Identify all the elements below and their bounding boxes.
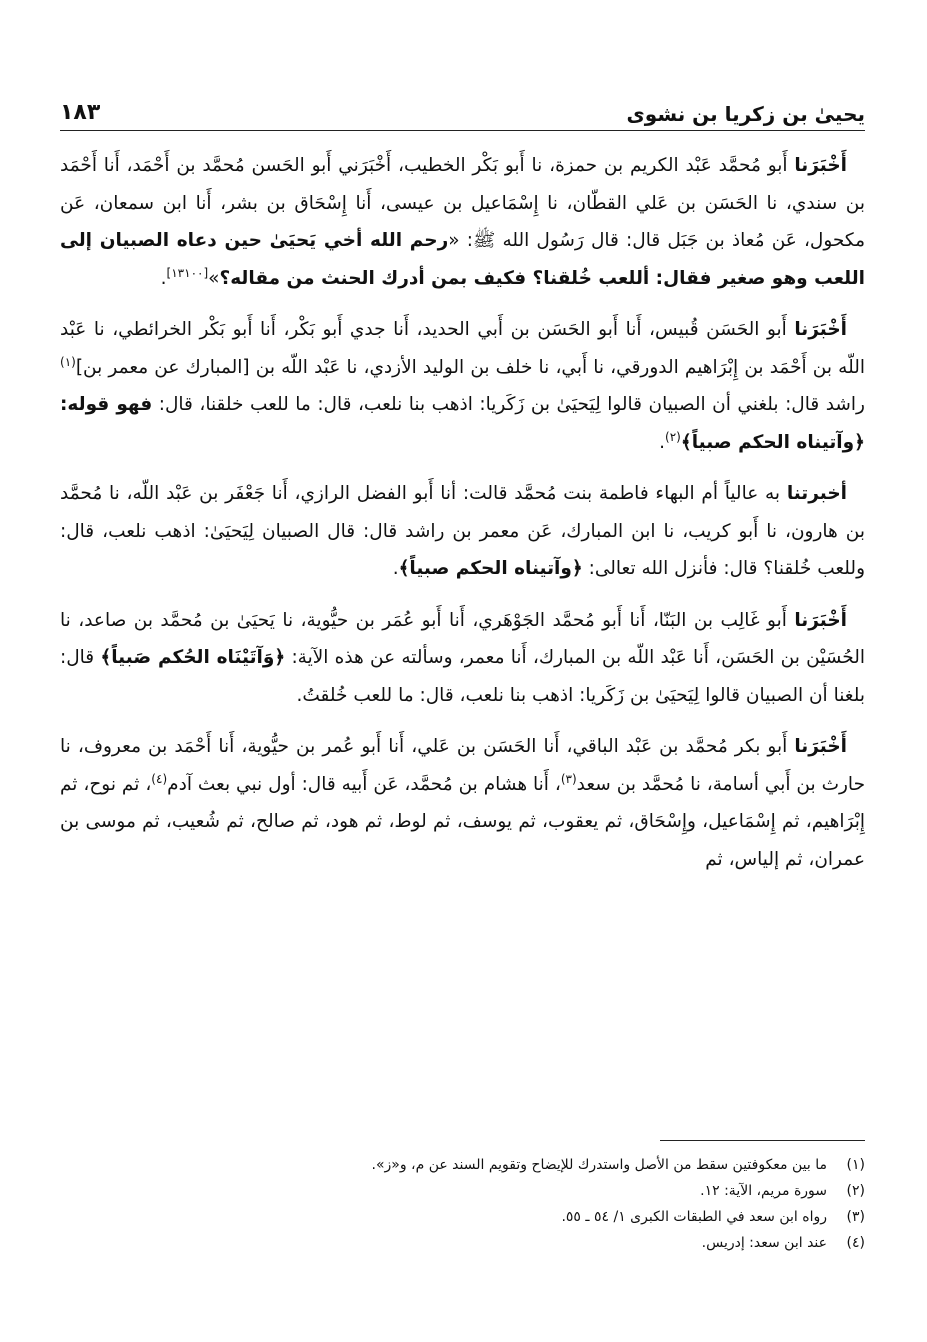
text-run: .	[659, 431, 666, 453]
paragraph-lead-word: أَخْبَرَنا	[794, 609, 847, 631]
text-run: أَبو مُحمَّد عَبْد الكريم بن حمزة، نا أَبو بَكْر الخطيب، أَخْبَرَني أَبو الحَسن مُحمَّد بن أَحْمَد، أَنا أَحْمَد بن سندي، نا الحَسَن بن عَلي القطّان، نا إِسْمَاعيل بن عيسى، أَنا إِسْحَاق بن بشر، أَنا ابن سمعان، عَن مكحول، عَن مُعاذ بن جَبَل قال: قال رَسُول الله ﷺ: «	[60, 155, 865, 251]
text-run: راشد قال: بلغني أن الصبيان قالوا لِيَحيَىٰ بن زَكَريا: اذهب بنا نلعب، قال: ما للعب خلقنا، قال:	[152, 394, 865, 415]
text-run: به عالياً أم البهاء فاطمة بنت مُحمَّد قالت: أنا أَبو الفضل الرازي، أَنا جَعْفَر بن عَبْد اللّه، نا مُحمَّد بن هارون، نا أَبو كريب، نا ابن المبارك، عَن معمر بن راشد قال: قال الصبيان لِيَحيَىٰ: اذهب نلعب، قال: وللعب خُلقنا؟ قال: فأنزل الله تعالى:	[60, 483, 865, 579]
paragraph	[60, 147, 865, 297]
footnote-reference: [١٣١٠٠]	[166, 265, 209, 280]
footnote-number: (٢)	[846, 1183, 865, 1199]
paragraph-lead-word: أَخْبَرَنا	[794, 319, 847, 340]
text-run: ، ثم نوح، ثم إِبْرَاهيم، ثم إِسْمَاعيل، وإِسْحَاق، ثم يعقوب، ثم يوسف، ثم لوط، ثم هود، ثم صالح، ثم شُعيب، ثم موسى بن عمران، ثم إلياس، ثم	[60, 773, 865, 870]
text-run: رحم الله أخي يَحيَىٰ حين دعاه الصبيان إلى اللعب وهو صغير فقال: أللعب خُلقنا؟ فكيف بمن أدرك الحنث من مقاله؟	[60, 230, 865, 289]
footnote-text: سورة مريم، الآية: ١٢.	[700, 1183, 827, 1199]
page-number: ١٨٣	[60, 99, 101, 125]
text-run: ﴿وآتيناه الحكم صبياً﴾	[398, 558, 583, 579]
footnote	[60, 1230, 865, 1256]
text-run: .	[392, 558, 399, 579]
footnote-reference: (٣)	[560, 771, 577, 786]
text-run: ، أَنا هشام بن مُحمَّد، عَن أَبيه قال: أول نبي بعث آدم	[167, 773, 561, 795]
text-run: أَبو الحَسَن قُبيس، أَنا أَبو الحَسَن بن أَبي الحديد، أَنا جدي أَبو بَكْر، أَنا أَبو بَكْر الخرائطي، نا عَبْد اللّه بن أَحْمَد بن إِبْرَاهيم الدورقي، نا أَبي، نا خلف بن الوليد الأزدي، نا عَبْد اللّه بن [المبارك عن معمر بن]	[60, 319, 865, 378]
footnote-reference: (٤)	[151, 771, 168, 786]
running-head-title: يحيىٰ بن زكريا بن نشوى	[626, 102, 865, 126]
footnote-divider	[660, 1140, 865, 1141]
paragraph-lead-word: أَخْبَرَنا	[794, 155, 847, 176]
text-run: قال: بلغنا أن الصبيان قالوا لِيَحيَىٰ بن زَكَريا: اذهب بنا نلعب، قال: ما للعب خُلقتُ.	[60, 647, 865, 706]
footnote-text: ما بين معكوفتين سقط من الأصل واستدرك للإيضاح وتقويم السند عن م، و«ز».	[371, 1157, 827, 1173]
footnote-text: رواه ابن سعد في الطبقات الكبرى ١/ ٥٤ ـ ٥٥.	[561, 1209, 827, 1225]
footnote	[60, 1152, 865, 1178]
paragraph	[60, 728, 865, 878]
footnote	[60, 1178, 865, 1204]
paragraph	[60, 475, 865, 588]
footnote-number: (٣)	[846, 1209, 865, 1225]
text-run: »	[208, 267, 220, 289]
running-head	[60, 86, 865, 131]
footnote-number: (٤)	[846, 1235, 865, 1251]
text-run: أَبو بكر مُحمَّد بن عَبْد الباقي، أَنا الحَسَن بن عَلي، أَنا أَبو عُمر بن حيُّوية، أَنا أَحْمَد بن معروف، نا حارث بن أَبي أسامة، نا مُحمَّد بن سعد	[60, 736, 866, 795]
body-text	[60, 147, 865, 878]
footnotes	[60, 1152, 865, 1256]
text-run: أَبو غَالِب بن البَنّا، أَنا أَبو مُحمَّد الجَوْهَري، أَنا أَبو عُمَر بن حيُّوية، نا يَحيَىٰ بن مُحمَّد بن صاعد، نا الحُسَيْن بن الحَسَن، أَنا عَبْد اللّه بن المبارك، أَنا معمر، وسألته عن هذه الآية:	[60, 609, 865, 668]
footnote-number: (١)	[846, 1157, 865, 1173]
book-page	[60, 86, 865, 1286]
footnote	[60, 1204, 865, 1230]
footnote-reference: (١)	[60, 354, 76, 369]
paragraph-lead-word: أخبرتنا	[786, 483, 847, 504]
footnote-reference: (٢)	[665, 429, 681, 444]
text-run: فهو قوله: ﴿وآتيناه الحكم صبياً﴾	[60, 394, 865, 453]
text-run: ﴿وَآتَيْنَاه الحُكم صَبياً﴾	[100, 647, 286, 668]
paragraph-lead-word: أَخْبَرَنا	[794, 736, 847, 757]
paragraph	[60, 311, 865, 461]
text-run: .	[160, 267, 167, 289]
footnote-text: عند ابن سعد: إدريس.	[701, 1235, 827, 1251]
paragraph	[60, 602, 865, 715]
